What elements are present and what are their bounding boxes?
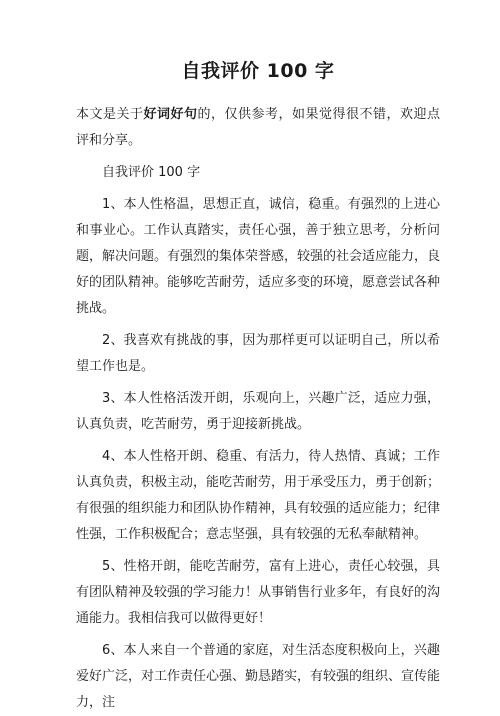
section-subtitle: 自我评价 100 字 (102, 165, 201, 180)
intro-paragraph (76, 102, 440, 154)
intro-text-after: 的，仅供参考，如果觉得很不错，欢迎点评和分享。 (76, 107, 440, 148)
paragraph-5: 5、性格开朗，能吃苦耐劳，富有上进心，责任心较强，具有团队精神及较强的学习能力！从事销售行业多年，有良好的沟通能力。我相信我可以做得更好！ (76, 559, 441, 626)
intro-link[interactable]: 好词好句 (143, 107, 198, 122)
paragraph-6: 6、本人来自一个普通的家庭，对生活态度积极向上，兴趣爱好广泛，对工作责任心强、勤恳踏实，有较强的组织、宣传能力，注 (76, 643, 441, 710)
paragraph-4: 4、本人性格开朗、稳重、有活力，待人热情、真诚；工作认真负责，积极主动，能吃苦耐劳，用于承受压力，勇于创新；有很强的组织能力和团队协作精神，具有较强的适应能力；纪律性强，工作积极配合；意志坚强，具有较强的无私奉献精神。 (76, 449, 441, 542)
paragraph-1: 1、本人性格温，思想正直，诚信，稳重。有强烈的上进心和事业心。工作认真踏实，责任心强，善于独立思考，分析问题，解决问题。有强烈的集体荣誉感，较强的社会适应能力，良好的团队精神。能够吃苦耐劳，适应多变的环境，愿意尝试各种挑战。 (76, 197, 441, 316)
paragraph-2: 2、我喜欢有挑战的事，因为那样更可以证明自己，所以希望工作也是。 (76, 333, 440, 374)
paragraph-3: 3、本人性格活泼开朗，乐观向上，兴趣广泛，适应力强，认真负责，吃苦耐劳，勇于迎接新挑战。 (76, 391, 440, 432)
page-title: 自我评价 100 字 (181, 60, 335, 82)
intro-text-before: 本文是关于 (76, 107, 144, 122)
